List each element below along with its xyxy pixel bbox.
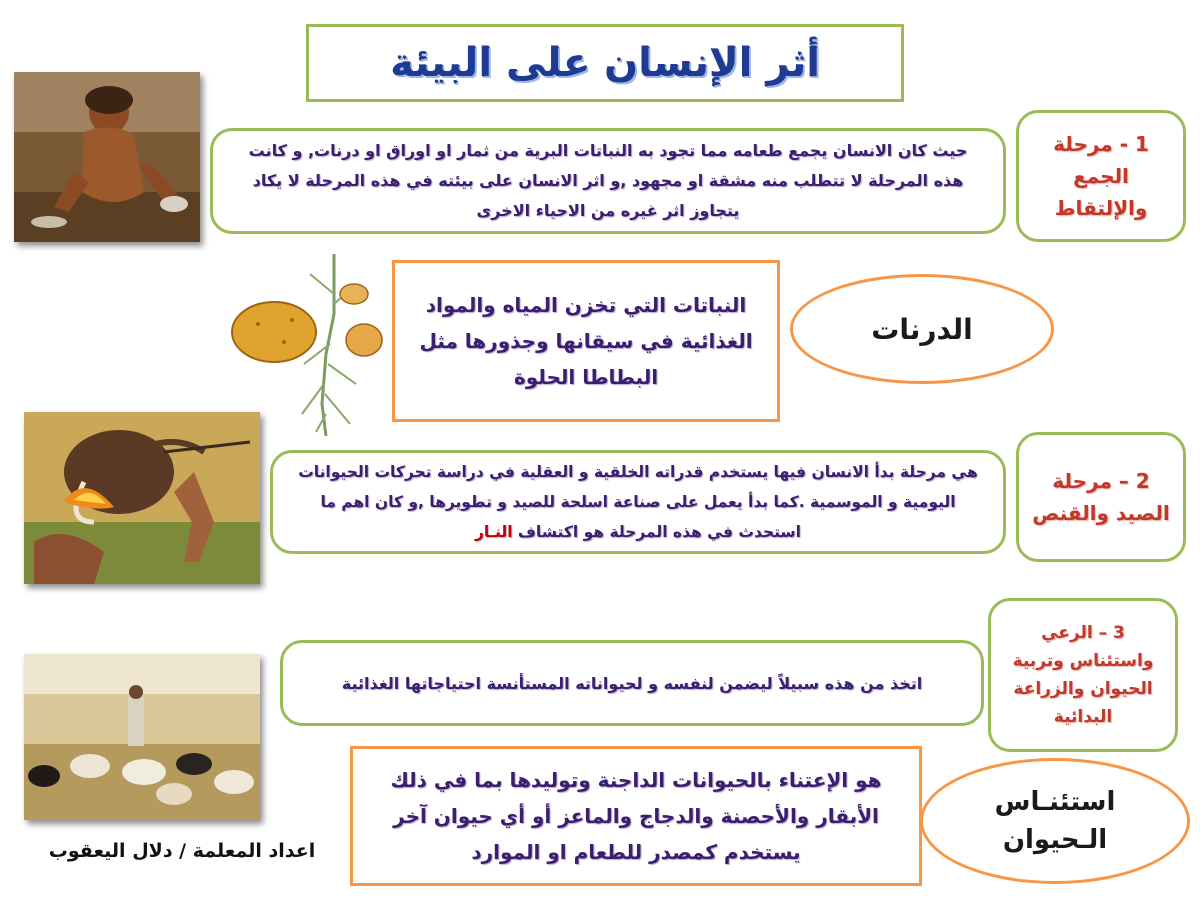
domestication-term-oval [920, 758, 1190, 884]
stage-3-label: 3 – الرعي واستئناس وتربية الحيوان والزراعة البدائية [1012, 623, 1154, 727]
domestication-term: استئنـاس الـحيوان [994, 787, 1116, 855]
title-box [306, 24, 904, 102]
hunting-fire-word: اكتشاف [517, 523, 579, 541]
gathering-description: حيث كان الانسان يجمع طعامه مما تجود به النباتات البرية من ثمار او اوراق او درنات, و كانت هذه المرحلة لا تتطلب منه مشقة او مجهود ,و اثر الانسان على بيئته في هذه المرحلة لا يكاد يتجاوز اثر غيره من الاحياء الاخرى [248, 141, 968, 220]
stage-2-box [1016, 432, 1186, 562]
stage-2-label: 2 – مرحلة الصيد والقنص [1032, 469, 1170, 525]
herding-sheep-photo [24, 654, 260, 820]
tubers-definition: النباتات التي تخزن المياه والمواد الغذائية في سيقانها وجذورها مثل البطاطا الحلوة [419, 293, 753, 389]
tubers-term-oval [790, 274, 1054, 384]
stage-3-box [988, 598, 1178, 752]
caveman-gathering-photo [14, 72, 200, 242]
hunting-description-text: هي مرحلة بدأ الانسان فيها يستخدم قدراته الخلقية و العقلية في دراسة تحركات الحيوانات اليومية و الموسمية .كما بدأ يعمل على صناعة اسلحة للصيد و تطويرها ,و كان اهم ما استحدث في هذه المرحلة هو [298, 463, 978, 541]
tubers-definition-box [392, 260, 780, 422]
domestication-definition-box [350, 746, 922, 886]
tubers-term: الدرنات [871, 312, 973, 346]
stage-1-label: 1 - مرحلة الجمع والإلتقاط [1053, 132, 1149, 220]
gathering-description-box [210, 128, 1006, 234]
hunting-fire-highlight: النـار [475, 523, 513, 541]
herding-description-box [280, 640, 984, 726]
hunting-description [291, 457, 985, 547]
potato-tuber-image [226, 254, 390, 436]
mammoth-hunting-photo [24, 412, 260, 584]
stage-1-box [1016, 110, 1186, 242]
domestication-definition: هو الإعتناء بالحيوانات الداجنة وتوليدها بما في ذلك الأبقار والأحصنة والدجاج والماعز أو أي حيوان آخر يستخدم كمصدر للطعام او الموارد [390, 768, 882, 864]
page-title: أثر الإنسان على البيئة [390, 40, 820, 86]
herding-description: اتخذ من هذه سبيلاً ليضمن لنفسه و لحيواناته المستأنسة احتياجاتها الغذائية [341, 673, 923, 693]
author-credit: اعداد المعلمة / دلال اليعقوب [48, 840, 316, 862]
hunting-description-box [270, 450, 1006, 554]
